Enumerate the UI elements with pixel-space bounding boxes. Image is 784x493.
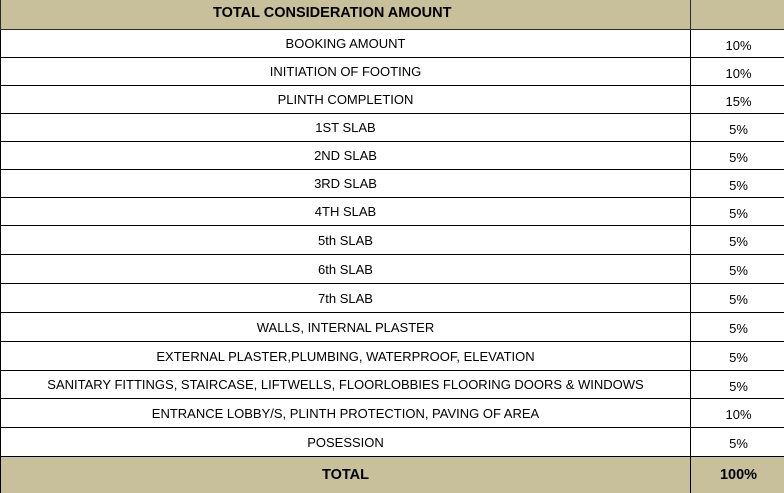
stage-cell: INITIATION OF FOOTING <box>1 58 691 86</box>
table-row <box>1 399 784 428</box>
percentage-cell: 5% <box>691 198 784 226</box>
percentage-cell: 15% <box>691 86 784 114</box>
table-row <box>1 371 784 399</box>
stage-cell: PLINTH COMPLETION <box>1 86 691 114</box>
stage-cell: BOOKING AMOUNT <box>1 30 691 58</box>
percentage-cell: 5% <box>691 255 784 284</box>
percentage-cell: 5% <box>691 371 784 399</box>
stage-cell: 6th SLAB <box>1 255 691 284</box>
table-row <box>1 198 784 226</box>
table-row <box>1 58 784 86</box>
stage-cell: EXTERNAL PLASTER,PLUMBING, WATERPROOF, ELEVATION <box>1 342 691 371</box>
total-percentage-cell: 100% <box>691 457 784 493</box>
table-row <box>1 428 784 457</box>
stage-cell: SANITARY FITTINGS, STAIRCASE, LIFTWELLS, FLOORLOBBIES FLOORING DOORS & WINDOWS <box>1 371 691 399</box>
percentage-cell: 5% <box>691 142 784 170</box>
header-percentage-cell <box>691 0 784 30</box>
table-row <box>1 313 784 342</box>
table-row <box>1 226 784 255</box>
percentage-cell: 5% <box>691 428 784 457</box>
table-row <box>1 114 784 142</box>
percentage-cell: 10% <box>691 399 784 428</box>
stage-cell: ENTRANCE LOBBY/S, PLINTH PROTECTION, PAVING OF AREA <box>1 399 691 428</box>
stage-cell: 7th SLAB <box>1 284 691 313</box>
percentage-cell: 5% <box>691 284 784 313</box>
header-stage-cell: TOTAL CONSIDERATION AMOUNT <box>1 0 691 30</box>
percentage-cell: 5% <box>691 313 784 342</box>
percentage-cell: 5% <box>691 114 784 142</box>
stage-cell: 1ST SLAB <box>1 114 691 142</box>
table-row <box>1 142 784 170</box>
table-header-row <box>1 0 784 30</box>
table-row <box>1 342 784 371</box>
percentage-cell: 5% <box>691 342 784 371</box>
percentage-cell: 5% <box>691 226 784 255</box>
stage-cell: 4TH SLAB <box>1 198 691 226</box>
table-row <box>1 170 784 198</box>
table-row <box>1 284 784 313</box>
stage-cell: 5th SLAB <box>1 226 691 255</box>
table-row <box>1 30 784 58</box>
stage-cell: 3RD SLAB <box>1 170 691 198</box>
percentage-cell: 10% <box>691 30 784 58</box>
percentage-cell: 10% <box>691 58 784 86</box>
total-label-cell: TOTAL <box>1 457 691 493</box>
stage-cell: WALLS, INTERNAL PLASTER <box>1 313 691 342</box>
stage-cell: 2ND SLAB <box>1 142 691 170</box>
table-row <box>1 86 784 114</box>
table-total-row <box>1 457 784 493</box>
table-row <box>1 255 784 284</box>
percentage-cell: 5% <box>691 170 784 198</box>
stage-cell: POSESSION <box>1 428 691 457</box>
